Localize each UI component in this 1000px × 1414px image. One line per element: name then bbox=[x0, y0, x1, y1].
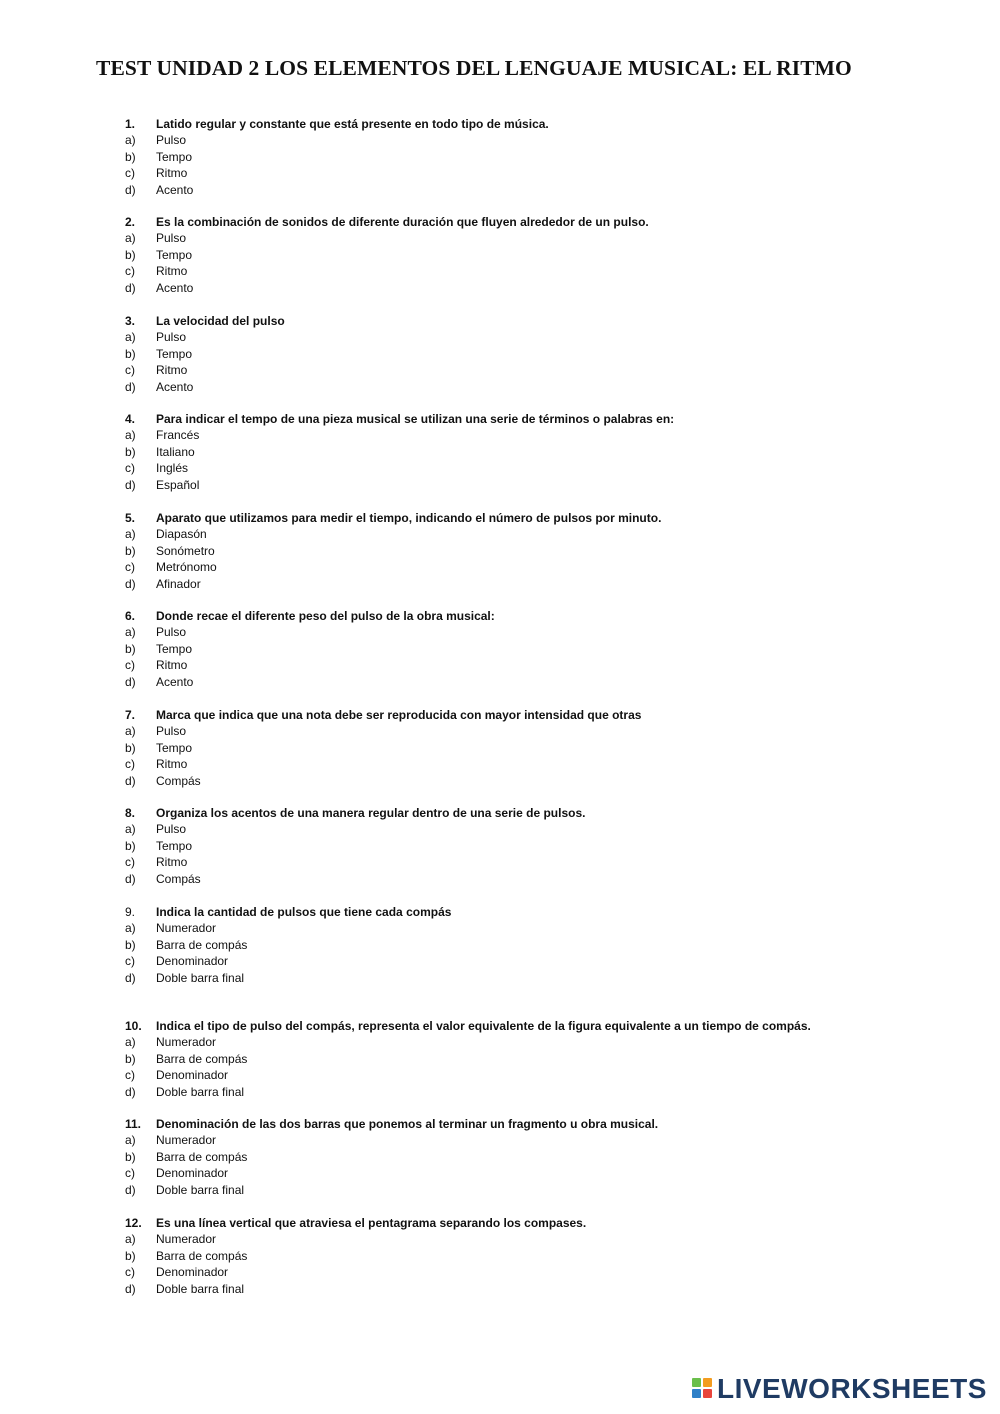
question-number: 9. bbox=[125, 905, 136, 919]
question-number: 8. bbox=[125, 806, 136, 820]
option-label: a) bbox=[125, 625, 136, 640]
answer-option[interactable] bbox=[0, 346, 1000, 362]
question-stem bbox=[0, 1018, 1000, 1034]
answer-option[interactable] bbox=[0, 247, 1000, 263]
option-label: a) bbox=[125, 527, 136, 542]
question-text: Para indicar el tempo de una pieza musical se utilizan una serie de términos o palabras en: bbox=[156, 412, 675, 426]
answer-option[interactable] bbox=[0, 263, 1000, 279]
answer-option[interactable] bbox=[0, 937, 1000, 953]
question-block bbox=[0, 1018, 1000, 1100]
answer-option[interactable] bbox=[0, 1132, 1000, 1148]
option-text: Tempo bbox=[156, 247, 193, 262]
answer-option[interactable] bbox=[0, 1034, 1000, 1050]
option-label: a) bbox=[125, 1035, 136, 1050]
option-text: Denominador bbox=[156, 954, 229, 969]
option-text: Italiano bbox=[156, 444, 195, 459]
option-text: Ritmo bbox=[156, 855, 188, 870]
option-text: Ritmo bbox=[156, 166, 188, 181]
question-number: 6. bbox=[125, 609, 136, 623]
option-label: d) bbox=[125, 1084, 136, 1099]
option-label: a) bbox=[125, 428, 136, 443]
option-label: c) bbox=[125, 264, 135, 279]
option-label: d) bbox=[125, 773, 136, 788]
answer-option[interactable] bbox=[0, 526, 1000, 542]
option-text: Pulso bbox=[156, 133, 187, 148]
question-number: 11. bbox=[125, 1117, 142, 1131]
option-text: Español bbox=[156, 477, 200, 492]
option-text: Pulso bbox=[156, 231, 187, 246]
question-stem bbox=[0, 1215, 1000, 1231]
option-text: Acento bbox=[156, 379, 194, 394]
option-label: a) bbox=[125, 330, 136, 345]
answer-option[interactable] bbox=[0, 920, 1000, 936]
answer-option[interactable] bbox=[0, 970, 1000, 986]
option-label: b) bbox=[125, 740, 136, 755]
option-label: b) bbox=[125, 543, 136, 558]
option-text: Denominador bbox=[156, 1068, 229, 1083]
question-number: 12. bbox=[125, 1216, 142, 1230]
answer-option[interactable] bbox=[0, 444, 1000, 460]
question-number: 5. bbox=[125, 511, 136, 525]
liveworksheets-grid-icon bbox=[692, 1378, 714, 1400]
question-block bbox=[0, 510, 1000, 592]
option-label: c) bbox=[125, 1068, 135, 1083]
answer-option[interactable] bbox=[0, 723, 1000, 739]
question-block bbox=[0, 904, 1000, 986]
option-label: b) bbox=[125, 838, 136, 853]
answer-option[interactable] bbox=[0, 1149, 1000, 1165]
answer-option[interactable] bbox=[0, 182, 1000, 198]
answer-option[interactable] bbox=[0, 559, 1000, 575]
question-stem bbox=[0, 805, 1000, 821]
question-number: 2. bbox=[125, 215, 136, 229]
option-text: Inglés bbox=[156, 461, 189, 476]
option-text: Metrónomo bbox=[156, 560, 217, 575]
question-block bbox=[0, 313, 1000, 395]
option-text: Ritmo bbox=[156, 363, 188, 378]
answer-option[interactable] bbox=[0, 854, 1000, 870]
option-label: c) bbox=[125, 855, 135, 870]
answer-option[interactable] bbox=[0, 674, 1000, 690]
answer-option[interactable] bbox=[0, 1084, 1000, 1100]
option-label: a) bbox=[125, 133, 136, 148]
answer-option[interactable] bbox=[0, 1051, 1000, 1067]
option-text: Tempo bbox=[156, 641, 193, 656]
option-text: Diapasón bbox=[156, 527, 207, 542]
answer-option[interactable] bbox=[0, 756, 1000, 772]
question-block bbox=[0, 608, 1000, 690]
option-text: Pulso bbox=[156, 822, 187, 837]
option-text: Sonómetro bbox=[156, 543, 215, 558]
option-label: b) bbox=[125, 937, 136, 952]
option-text: Barra de compás bbox=[156, 1149, 248, 1164]
option-text: Numerador bbox=[156, 1133, 217, 1148]
question-stem bbox=[0, 608, 1000, 624]
option-text: Pulso bbox=[156, 724, 187, 739]
option-label: a) bbox=[125, 921, 136, 936]
answer-option[interactable] bbox=[0, 953, 1000, 969]
logo-tile-blue bbox=[692, 1389, 701, 1398]
question-stem bbox=[0, 313, 1000, 329]
question-text: La velocidad del pulso bbox=[156, 314, 285, 328]
option-text: Doble barra final bbox=[156, 1084, 245, 1099]
option-text: Pulso bbox=[156, 330, 187, 345]
option-text: Tempo bbox=[156, 346, 193, 361]
option-text: Tempo bbox=[156, 838, 193, 853]
question-number: 1. bbox=[125, 117, 136, 131]
question-stem bbox=[0, 707, 1000, 723]
option-label: c) bbox=[125, 1265, 135, 1280]
question-stem bbox=[0, 411, 1000, 427]
option-label: d) bbox=[125, 674, 136, 689]
option-text: Francés bbox=[156, 428, 200, 443]
option-label: c) bbox=[125, 461, 135, 476]
option-label: b) bbox=[125, 1051, 136, 1066]
answer-option[interactable] bbox=[0, 641, 1000, 657]
option-text: Compás bbox=[156, 871, 201, 886]
option-label: b) bbox=[125, 149, 136, 164]
question-number: 4. bbox=[125, 412, 136, 426]
option-label: d) bbox=[125, 871, 136, 886]
option-text: Barra de compás bbox=[156, 1051, 248, 1066]
answer-option[interactable] bbox=[0, 1264, 1000, 1280]
option-text: Numerador bbox=[156, 1035, 217, 1050]
question-block bbox=[0, 1215, 1000, 1297]
option-text: Denominador bbox=[156, 1265, 229, 1280]
answer-option[interactable] bbox=[0, 329, 1000, 345]
option-label: c) bbox=[125, 363, 135, 378]
option-label: c) bbox=[125, 757, 135, 772]
question-text: Donde recae el diferente peso del pulso de la obra musical: bbox=[156, 609, 495, 623]
option-label: c) bbox=[125, 658, 135, 673]
answer-option[interactable] bbox=[0, 149, 1000, 165]
option-label: d) bbox=[125, 477, 136, 492]
option-text: Acento bbox=[156, 280, 194, 295]
option-label: b) bbox=[125, 1248, 136, 1263]
logo-text: LIVEWORKSHEETS bbox=[717, 1373, 987, 1404]
option-text: Acento bbox=[156, 182, 194, 197]
answer-option[interactable] bbox=[0, 427, 1000, 443]
option-label: a) bbox=[125, 724, 136, 739]
option-text: Ritmo bbox=[156, 658, 188, 673]
question-stem bbox=[0, 116, 1000, 132]
option-label: c) bbox=[125, 166, 135, 181]
answer-option[interactable] bbox=[0, 1248, 1000, 1264]
liveworksheets-logo bbox=[692, 1374, 987, 1404]
option-label: a) bbox=[125, 1232, 136, 1247]
option-label: d) bbox=[125, 379, 136, 394]
option-label: d) bbox=[125, 970, 136, 985]
logo-tile-orange bbox=[703, 1378, 712, 1387]
answer-option[interactable] bbox=[0, 657, 1000, 673]
question-text: Denominación de las dos barras que ponemos al terminar un fragmento u obra musical. bbox=[156, 1117, 659, 1131]
answer-option[interactable] bbox=[0, 1182, 1000, 1198]
option-label: d) bbox=[125, 1281, 136, 1296]
option-text: Barra de compás bbox=[156, 937, 248, 952]
question-stem bbox=[0, 214, 1000, 230]
question-text: Aparato que utilizamos para medir el tiempo, indicando el número de pulsos por minuto. bbox=[156, 511, 662, 525]
page-title: TEST UNIDAD 2 LOS ELEMENTOS DEL LENGUAJE MUSICAL: EL RITMO bbox=[96, 56, 852, 80]
option-label: b) bbox=[125, 1149, 136, 1164]
option-text: Compás bbox=[156, 773, 201, 788]
answer-option[interactable] bbox=[0, 1231, 1000, 1247]
question-stem bbox=[0, 1116, 1000, 1132]
question-number: 3. bbox=[125, 314, 136, 328]
option-label: d) bbox=[125, 280, 136, 295]
answer-option[interactable] bbox=[0, 230, 1000, 246]
question-block bbox=[0, 805, 1000, 887]
question-block bbox=[0, 707, 1000, 789]
answer-option[interactable] bbox=[0, 871, 1000, 887]
answer-option[interactable] bbox=[0, 773, 1000, 789]
question-text: Indica el tipo de pulso del compás, representa el valor equivalente de la figura equivalente a un tiempo de compás. bbox=[156, 1019, 811, 1033]
answer-option[interactable] bbox=[0, 740, 1000, 756]
logo-tile-red bbox=[703, 1389, 712, 1398]
option-text: Doble barra final bbox=[156, 1182, 245, 1197]
option-text: Ritmo bbox=[156, 757, 188, 772]
question-block bbox=[0, 116, 1000, 198]
question-text: Es la combinación de sonidos de diferente duración que fluyen alrededor de un pulso. bbox=[156, 215, 649, 229]
question-block bbox=[0, 1116, 1000, 1198]
option-label: d) bbox=[125, 576, 136, 591]
answer-option[interactable] bbox=[0, 165, 1000, 181]
option-text: Barra de compás bbox=[156, 1248, 248, 1263]
answer-option[interactable] bbox=[0, 543, 1000, 559]
option-text: Ritmo bbox=[156, 264, 188, 279]
option-label: c) bbox=[125, 954, 135, 969]
answer-option[interactable] bbox=[0, 838, 1000, 854]
option-label: b) bbox=[125, 346, 136, 361]
option-text: Numerador bbox=[156, 921, 217, 936]
option-label: c) bbox=[125, 560, 135, 575]
option-label: b) bbox=[125, 444, 136, 459]
answer-option[interactable] bbox=[0, 576, 1000, 592]
logo-tile-green bbox=[692, 1378, 701, 1387]
option-label: b) bbox=[125, 247, 136, 262]
option-text: Doble barra final bbox=[156, 970, 245, 985]
option-text: Afinador bbox=[156, 576, 201, 591]
option-text: Tempo bbox=[156, 740, 193, 755]
option-label: a) bbox=[125, 231, 136, 246]
option-text: Pulso bbox=[156, 625, 187, 640]
option-label: d) bbox=[125, 1182, 136, 1197]
answer-option[interactable] bbox=[0, 460, 1000, 476]
option-label: b) bbox=[125, 641, 136, 656]
answer-option[interactable] bbox=[0, 1281, 1000, 1297]
question-text: Es una línea vertical que atraviesa el pentagrama separando los compases. bbox=[156, 1216, 587, 1230]
question-text: Indica la cantidad de pulsos que tiene cada compás bbox=[156, 905, 452, 919]
question-stem bbox=[0, 510, 1000, 526]
answer-option[interactable] bbox=[0, 821, 1000, 837]
answer-option[interactable] bbox=[0, 477, 1000, 493]
question-text: Marca que indica que una nota debe ser reproducida con mayor intensidad que otras bbox=[156, 708, 642, 722]
question-block bbox=[0, 411, 1000, 493]
option-label: a) bbox=[125, 1133, 136, 1148]
question-text: Latido regular y constante que está presente en todo tipo de música. bbox=[156, 117, 549, 131]
answer-option[interactable] bbox=[0, 1067, 1000, 1083]
question-block bbox=[0, 214, 1000, 296]
answer-option[interactable] bbox=[0, 280, 1000, 296]
question-number: 10. bbox=[125, 1019, 142, 1033]
question-stem bbox=[0, 904, 1000, 920]
answer-option[interactable] bbox=[0, 1165, 1000, 1181]
option-text: Numerador bbox=[156, 1232, 217, 1247]
answer-option[interactable] bbox=[0, 624, 1000, 640]
question-text: Organiza los acentos de una manera regular dentro de una serie de pulsos. bbox=[156, 806, 586, 820]
answer-option[interactable] bbox=[0, 362, 1000, 378]
answer-option[interactable] bbox=[0, 132, 1000, 148]
answer-option[interactable] bbox=[0, 379, 1000, 395]
option-text: Tempo bbox=[156, 149, 193, 164]
option-label: d) bbox=[125, 182, 136, 197]
option-text: Doble barra final bbox=[156, 1281, 245, 1296]
option-label: c) bbox=[125, 1166, 135, 1181]
option-text: Acento bbox=[156, 674, 194, 689]
question-number: 7. bbox=[125, 708, 136, 722]
option-text: Denominador bbox=[156, 1166, 229, 1181]
option-label: a) bbox=[125, 822, 136, 837]
